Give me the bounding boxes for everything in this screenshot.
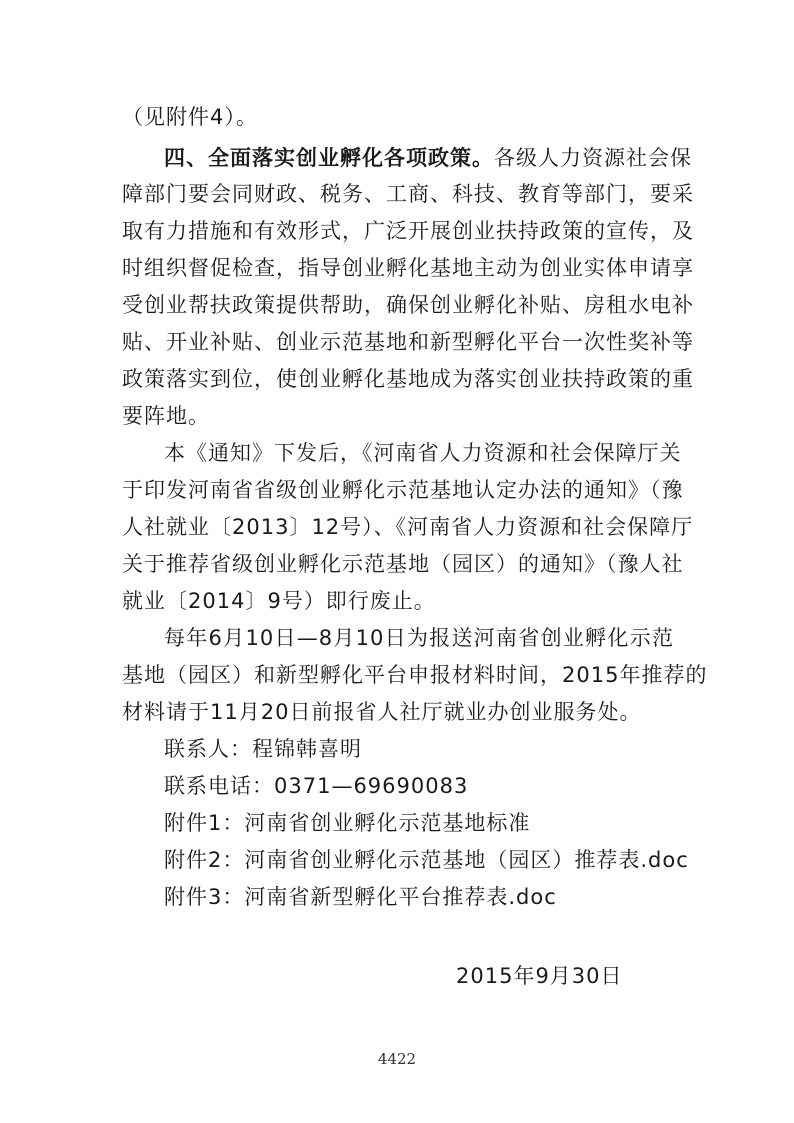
attachment-item: 附件1：河南省创业孵化示范基地标准 <box>164 811 531 835</box>
paragraph-line: 要阵地。 <box>122 404 210 428</box>
paragraph-line: 关于推荐省级创业孵化示范基地（园区）的通知》（豫人社 <box>122 552 684 576</box>
paragraph-line: 于印发河南省省级创业孵化示范基地认定办法的通知》（豫 <box>122 478 684 502</box>
attachment-item: 附件2：河南省创业孵化示范基地（园区）推荐表.doc <box>164 848 689 872</box>
paragraph-text: 各级人力资源社会保 <box>494 146 692 170</box>
section-heading: 四、全面落实创业孵化各项政策。 <box>164 146 494 170</box>
paragraph-line: 本《通知》下发后，《河南省人力资源和社会保障厅关 <box>164 441 682 465</box>
page-number: 4422 <box>377 1050 417 1068</box>
paragraph-line: 贴、开业补贴、创业示范基地和新型孵化平台一次性奖补等 <box>122 330 694 354</box>
paragraph-line: 就业〔2014〕9号）即行废止。 <box>122 589 436 613</box>
document-date: 2015年9月30日 <box>456 964 623 988</box>
paragraph-line: 取有力措施和有效形式，广泛开展创业扶持政策的宣传，及 <box>122 219 694 243</box>
paragraph-line: 障部门要会同财政、税务、工商、科技、教育等部门，要采 <box>122 182 694 206</box>
contact-person: 联系人：程锦韩喜明 <box>164 737 362 761</box>
paragraph-line: 材料请于11月20日前报省人社厅就业办创业服务处。 <box>122 700 642 724</box>
contact-phone: 联系电话：0371—69690083 <box>164 774 469 798</box>
paragraph-line: 基地（园区）和新型孵化平台申报材料时间，2015年推荐的 <box>122 663 708 687</box>
paragraph-line: 时组织督促检查，指导创业孵化基地主动为创业实体申请享 <box>122 256 694 280</box>
paragraph-line <box>164 140 692 176</box>
paragraph-line: （见附件4）。 <box>122 105 258 129</box>
paragraph-line: 政策落实到位，使创业孵化基地成为落实创业扶持政策的重 <box>122 367 694 391</box>
paragraph-line: 受创业帮扶政策提供帮助，确保创业孵化补贴、房租水电补 <box>122 293 694 317</box>
paragraph-line: 每年6月10日—8月10日为报送河南省创业孵化示范 <box>164 626 674 650</box>
paragraph-line: 人社就业〔2013〕12号）、《河南省人力资源和社会保障厅 <box>122 515 694 539</box>
attachment-item: 附件3：河南省新型孵化平台推荐表.doc <box>164 885 557 909</box>
